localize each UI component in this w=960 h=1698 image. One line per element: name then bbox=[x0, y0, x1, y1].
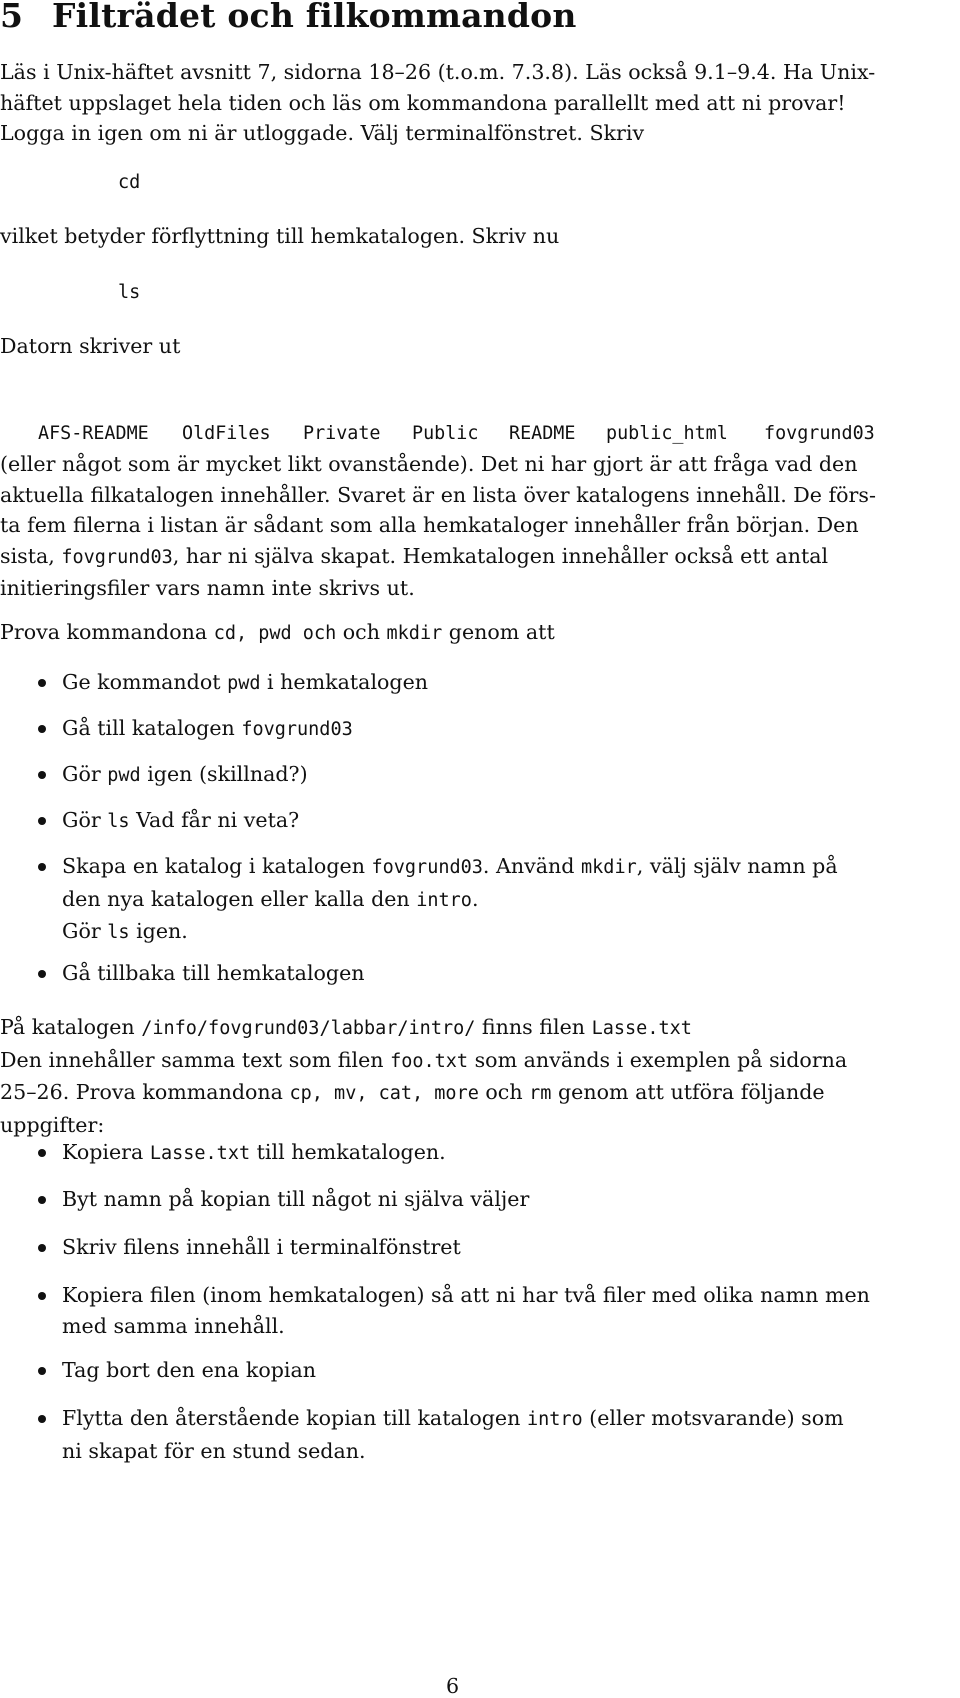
code-inline: pwd bbox=[227, 673, 261, 694]
intro-line: häftet uppslaget hela tiden och läs om kommandona parallellt med att ni provar! bbox=[0, 90, 846, 115]
text: Flytta den återstående kopian till katalogen bbox=[62, 1406, 527, 1430]
list-item-text: Byt namn på kopian till något ni själva väljer bbox=[62, 1187, 530, 1211]
code-inline: intro bbox=[526, 1409, 583, 1430]
listing-item: README bbox=[509, 423, 576, 444]
text: . Använd bbox=[482, 854, 582, 878]
code-inline: cp, mv, cat, more bbox=[289, 1083, 479, 1104]
text: Vad får ni veta? bbox=[129, 808, 300, 832]
paragraph-line bbox=[0, 1012, 960, 1045]
code-cd: cd bbox=[118, 172, 141, 193]
intro-line: Logga in igen om ni är utloggade. Välj terminalfönstret. Skriv bbox=[0, 121, 645, 145]
list-item-text: Tag bort den ena kopian bbox=[62, 1358, 317, 1382]
text: till hemkatalogen. bbox=[250, 1140, 446, 1164]
code-inline: fovgrund03 bbox=[61, 546, 173, 568]
listing-item: AFS-README bbox=[38, 423, 149, 444]
code-inline: fovgrund03 bbox=[371, 857, 483, 878]
listing-item: public_html bbox=[606, 423, 728, 444]
text: Gå till katalogen bbox=[62, 716, 242, 740]
paragraph-line: uppgifter: bbox=[0, 1112, 105, 1137]
bullet-icon bbox=[38, 679, 46, 687]
explanation-paragraph bbox=[0, 449, 960, 604]
list-item-line bbox=[62, 1403, 960, 1436]
explanation-line: ta fem filerna i listan är sådant som alla hemkataloger innehåller från början. Den bbox=[0, 513, 859, 537]
code-inline: mkdir bbox=[386, 623, 443, 644]
code-inline: intro bbox=[416, 889, 472, 911]
try-commands-text bbox=[0, 617, 960, 650]
bullet-icon bbox=[38, 1244, 46, 1252]
text: , har ni själva skapat. Hemkatalogen innehåller också ett antal bbox=[172, 543, 829, 568]
bullet-icon bbox=[38, 725, 46, 733]
text: igen. bbox=[129, 919, 188, 943]
bullet-icon bbox=[38, 970, 46, 978]
text: Prova kommandona bbox=[0, 620, 214, 644]
bullet-icon bbox=[38, 771, 46, 779]
list-item-line: med samma innehåll. bbox=[62, 1313, 285, 1338]
text: , välj själv namn på bbox=[636, 854, 838, 878]
code-inline: /info/fovgrund03/labbar/intro/ bbox=[141, 1018, 476, 1039]
list-item-line: Kopiera filen (inom hemkatalogen) så att ni har två filer med olika namn men bbox=[62, 1283, 870, 1307]
section-heading bbox=[0, 0, 577, 35]
paragraph-line bbox=[0, 1045, 960, 1078]
bullet-icon bbox=[38, 1149, 46, 1157]
listing-item: OldFiles bbox=[182, 423, 271, 444]
text: Kopiera bbox=[62, 1140, 150, 1164]
section-title: Filträdet och filkommandon bbox=[52, 0, 577, 35]
text: Den innehåller samma text som filen bbox=[0, 1047, 391, 1072]
text: igen (skillnad?) bbox=[140, 762, 308, 786]
intro-paragraph bbox=[0, 57, 960, 149]
intro-line: Läs i Unix-häftet avsnitt 7, sidorna 18–26 (t.o.m. 7.3.8). Läs också 9.1–9.4. Ha Unix- bbox=[0, 60, 876, 84]
after-cd-text: vilket betyder förflyttning till hemkatalogen. Skriv nu bbox=[0, 224, 560, 248]
paragraph-line bbox=[0, 1077, 960, 1110]
text: och bbox=[478, 1080, 530, 1104]
text: 25–26. Prova kommandona bbox=[0, 1080, 290, 1104]
page-number: 6 bbox=[446, 1674, 460, 1698]
text: genom att utföra följande bbox=[551, 1080, 825, 1104]
text: Ge kommandot bbox=[62, 670, 228, 694]
code-inline: cd, pwd och bbox=[213, 623, 337, 644]
text: Gör bbox=[62, 919, 108, 943]
code-inline: ls bbox=[107, 811, 130, 832]
list-item-line bbox=[62, 884, 960, 917]
listing-item: Private bbox=[303, 423, 381, 444]
code-inline: mkdir bbox=[581, 857, 637, 878]
bullet-icon bbox=[38, 863, 46, 871]
bullet-icon bbox=[38, 1292, 46, 1300]
explanation-line: aktuella filkatalogen innehåller. Svaret är en lista över katalogens innehåll. De förs- bbox=[0, 482, 876, 507]
text: Skapa en katalog i katalogen bbox=[62, 854, 372, 878]
text: som används i exemplen på sidorna bbox=[468, 1047, 848, 1072]
listing-item: fovgrund03 bbox=[764, 423, 875, 444]
code-inline: fovgrund03 bbox=[241, 719, 353, 740]
bullet-icon bbox=[38, 1196, 46, 1204]
code-inline: foo.txt bbox=[390, 1050, 469, 1072]
code-inline: Lasse.txt bbox=[149, 1143, 251, 1164]
list-item-line bbox=[62, 916, 960, 949]
bullet-icon bbox=[38, 817, 46, 825]
text: finns filen bbox=[475, 1015, 592, 1039]
text: och bbox=[336, 620, 387, 644]
code-inline: pwd bbox=[107, 765, 141, 786]
code-ls: ls bbox=[118, 282, 141, 303]
files-paragraph bbox=[0, 1012, 960, 1140]
bullet-icon bbox=[38, 1367, 46, 1375]
explanation-line: initieringsfiler vars namn inte skrivs ut. bbox=[0, 576, 415, 600]
text: Gör bbox=[62, 808, 108, 832]
explanation-line bbox=[0, 541, 960, 574]
prints-out-text: Datorn skriver ut bbox=[0, 334, 181, 358]
text: Gör bbox=[62, 762, 108, 786]
code-inline: ls bbox=[107, 922, 130, 943]
text: genom att bbox=[442, 620, 555, 644]
text: (eller motsvarande) som bbox=[582, 1406, 844, 1430]
listing-item: Public bbox=[412, 423, 479, 444]
bullet-icon bbox=[38, 1415, 46, 1423]
code-inline: Lasse.txt bbox=[591, 1018, 692, 1039]
section-number: 5 bbox=[0, 0, 24, 35]
text: i hemkatalogen bbox=[260, 670, 429, 694]
code-inline: rm bbox=[529, 1083, 552, 1104]
text: På katalogen bbox=[0, 1015, 142, 1039]
text: den nya katalogen eller kalla den bbox=[62, 886, 417, 911]
text: sista, bbox=[0, 543, 62, 568]
list-item-text: Skriv filens innehåll i terminalfönstret bbox=[62, 1235, 461, 1259]
list-item-line bbox=[62, 851, 960, 884]
explanation-line: (eller något som är mycket likt ovanstående). Det ni har gjort är att fråga vad den bbox=[0, 452, 858, 476]
list-item-text: Gå tillbaka till hemkatalogen bbox=[62, 961, 365, 985]
text: . bbox=[471, 886, 479, 911]
list-item-line: ni skapat för en stund sedan. bbox=[62, 1438, 366, 1463]
